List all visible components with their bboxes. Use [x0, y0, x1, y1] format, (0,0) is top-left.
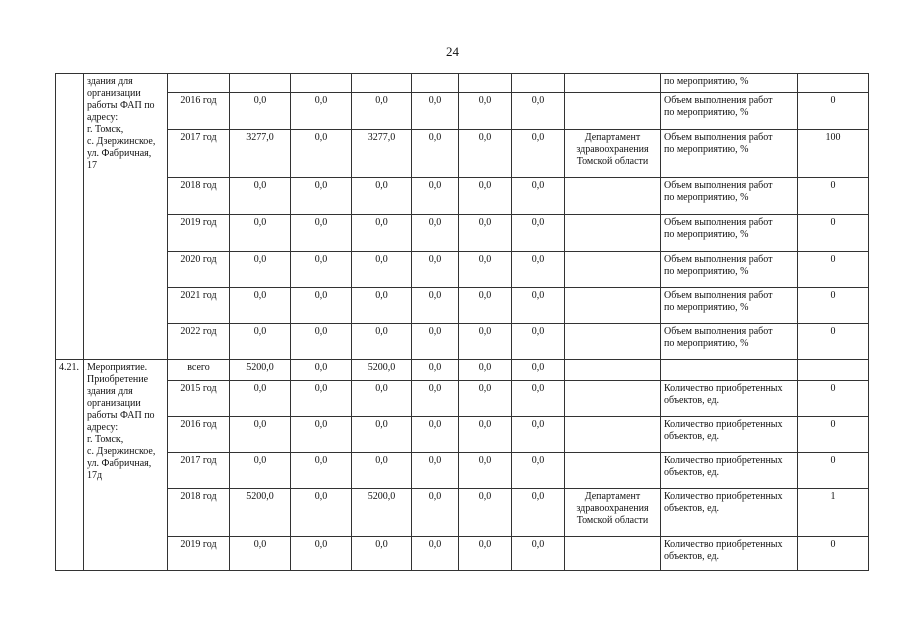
year-cell: 2018 год: [168, 178, 230, 215]
amount-cell: 0,0: [512, 453, 565, 489]
amount-cell: 0,0: [230, 288, 291, 324]
indicator-line: Объем выполнения работ: [664, 132, 773, 143]
indicator-cell: [661, 288, 798, 324]
activity-description: [84, 360, 168, 571]
amount-cell: 0,0: [412, 537, 459, 571]
responsible-cell: [565, 130, 661, 178]
amount-cell: 0,0: [512, 489, 565, 537]
indicator-cell: [661, 74, 798, 93]
table-row: [56, 252, 869, 288]
amount-cell: 0,0: [230, 381, 291, 417]
amount-cell: 0,0: [352, 381, 412, 417]
table-row: [56, 489, 869, 537]
amount-cell: 0,0: [412, 417, 459, 453]
indicator-cell: [661, 489, 798, 537]
year-cell: 2016 год: [168, 93, 230, 130]
amount-cell: 0,0: [230, 537, 291, 571]
amount-cell: 0,0: [291, 417, 352, 453]
table-row: [56, 93, 869, 130]
description-line: ул. Фабричная,: [87, 458, 152, 469]
indicator-line: по мероприятию, %: [664, 192, 749, 203]
target-value-cell: 0: [798, 417, 869, 453]
description-line: г. Томск,: [87, 434, 124, 445]
amount-cell: 0,0: [412, 93, 459, 130]
responsible-line: здравоохранения: [576, 144, 649, 155]
amount-cell: 0,0: [512, 417, 565, 453]
year-cell: 2021 год: [168, 288, 230, 324]
amount-cell: 0,0: [230, 178, 291, 215]
responsible-line: Томской области: [576, 156, 649, 167]
row-index-cell: 4.21.: [56, 360, 84, 571]
amount-cell: 0,0: [412, 252, 459, 288]
amount-cell: 0,0: [291, 178, 352, 215]
target-value-cell: 0: [798, 537, 869, 571]
amount-cell: [291, 74, 352, 93]
amount-cell: 0,0: [459, 417, 512, 453]
indicator-line: объектов, ед.: [664, 551, 720, 562]
description-line: работы ФАП по: [87, 100, 155, 111]
indicator-line: Количество приобретенных: [664, 455, 783, 466]
amount-cell: 0,0: [412, 130, 459, 178]
description-line: организации: [87, 88, 141, 99]
responsible-cell: [565, 381, 661, 417]
amount-cell: 0,0: [352, 288, 412, 324]
amount-cell: 0,0: [412, 489, 459, 537]
responsible-cell: [565, 288, 661, 324]
amount-cell: [459, 74, 512, 93]
year-cell: 2015 год: [168, 381, 230, 417]
indicator-line: Объем выполнения работ: [664, 290, 773, 301]
indicator-cell: [661, 130, 798, 178]
indicator-line: по мероприятию, %: [664, 144, 749, 155]
amount-cell: [512, 74, 565, 93]
activity-description: [84, 74, 168, 360]
amount-cell: 0,0: [352, 324, 412, 360]
responsible-cell: [565, 252, 661, 288]
description-line: ул. Фабричная,: [87, 148, 152, 159]
target-value-cell: 0: [798, 93, 869, 130]
year-cell: 2019 год: [168, 537, 230, 571]
indicator-line: по мероприятию, %: [664, 76, 749, 87]
responsible-line: Департамент: [584, 491, 641, 502]
amount-cell: 0,0: [512, 215, 565, 252]
indicator-line: по мероприятию, %: [664, 338, 749, 349]
amount-cell: 0,0: [459, 381, 512, 417]
amount-cell: 0,0: [230, 252, 291, 288]
amount-cell: [412, 74, 459, 93]
responsible-cell: [565, 537, 661, 571]
description-line: адресу:: [87, 422, 119, 433]
amount-cell: 0,0: [291, 130, 352, 178]
amount-cell: 3277,0: [352, 130, 412, 178]
responsible-cell: [565, 489, 661, 537]
amount-cell: 0,0: [412, 381, 459, 417]
target-value-cell: 0: [798, 178, 869, 215]
indicator-cell: [661, 453, 798, 489]
indicator-line: Объем выполнения работ: [664, 180, 773, 191]
description-line: здания для: [87, 76, 133, 87]
table-row: [56, 178, 869, 215]
amount-cell: 0,0: [512, 288, 565, 324]
year-cell: 2019 год: [168, 215, 230, 252]
amount-cell: [230, 74, 291, 93]
year-cell: 2017 год: [168, 130, 230, 178]
indicator-cell: [661, 252, 798, 288]
amount-cell: [352, 74, 412, 93]
responsible-cell: [565, 178, 661, 215]
amount-cell: 5200,0: [230, 360, 291, 381]
amount-cell: 0,0: [291, 381, 352, 417]
responsible-cell: [565, 74, 661, 93]
description-line: 17д: [87, 470, 103, 481]
program-table: [55, 73, 869, 571]
year-cell: 2022 год: [168, 324, 230, 360]
amount-cell: 0,0: [291, 537, 352, 571]
target-value-cell: 1: [798, 489, 869, 537]
year-cell: 2018 год: [168, 489, 230, 537]
responsible-cell: [565, 215, 661, 252]
target-value-cell: [798, 74, 869, 93]
amount-cell: 0,0: [459, 252, 512, 288]
description-line: с. Дзержинское,: [87, 136, 156, 147]
description-line: Мероприятие.: [87, 362, 148, 373]
indicator-line: объектов, ед.: [664, 395, 720, 406]
amount-cell: 0,0: [412, 215, 459, 252]
year-cell: всего: [168, 360, 230, 381]
amount-cell: 0,0: [459, 324, 512, 360]
responsible-cell: [565, 453, 661, 489]
amount-cell: 0,0: [352, 178, 412, 215]
year-cell: 2020 год: [168, 252, 230, 288]
target-value-cell: [798, 360, 869, 381]
indicator-line: Количество приобретенных: [664, 383, 783, 394]
amount-cell: 0,0: [352, 537, 412, 571]
indicator-cell: [661, 215, 798, 252]
amount-cell: 0,0: [459, 489, 512, 537]
amount-cell: 3277,0: [230, 130, 291, 178]
amount-cell: 0,0: [459, 178, 512, 215]
amount-cell: 5200,0: [230, 489, 291, 537]
indicator-line: Объем выполнения работ: [664, 217, 773, 228]
amount-cell: 0,0: [291, 453, 352, 489]
indicator-cell: [661, 417, 798, 453]
description-line: 17: [87, 160, 97, 171]
indicator-line: Объем выполнения работ: [664, 95, 773, 106]
amount-cell: 0,0: [230, 453, 291, 489]
indicator-line: Объем выполнения работ: [664, 326, 773, 337]
amount-cell: 0,0: [512, 178, 565, 215]
indicator-line: по мероприятию, %: [664, 107, 749, 118]
indicator-cell: [661, 93, 798, 130]
indicator-line: объектов, ед.: [664, 467, 720, 478]
amount-cell: 0,0: [352, 93, 412, 130]
indicator-cell: [661, 537, 798, 571]
amount-cell: 0,0: [352, 453, 412, 489]
amount-cell: 0,0: [459, 360, 512, 381]
amount-cell: 0,0: [512, 324, 565, 360]
responsible-cell: [565, 93, 661, 130]
amount-cell: 0,0: [291, 252, 352, 288]
amount-cell: 0,0: [230, 93, 291, 130]
indicator-cell: [661, 360, 798, 381]
indicator-line: Количество приобретенных: [664, 539, 783, 550]
indicator-cell: [661, 381, 798, 417]
description-line: адресу:: [87, 112, 119, 123]
target-value-cell: 0: [798, 288, 869, 324]
amount-cell: 0,0: [459, 537, 512, 571]
target-value-cell: 0: [798, 381, 869, 417]
amount-cell: 0,0: [352, 215, 412, 252]
indicator-cell: [661, 178, 798, 215]
amount-cell: 0,0: [459, 215, 512, 252]
amount-cell: 0,0: [459, 93, 512, 130]
page-number: 24: [446, 44, 459, 59]
table-row: [56, 360, 869, 381]
amount-cell: 0,0: [512, 130, 565, 178]
table-row: [56, 537, 869, 571]
amount-cell: 0,0: [291, 489, 352, 537]
amount-cell: 0,0: [459, 130, 512, 178]
responsible-cell: [565, 417, 661, 453]
year-cell: 2017 год: [168, 453, 230, 489]
row-index-cell: [56, 74, 84, 360]
table-row: [56, 215, 869, 252]
indicator-line: Количество приобретенных: [664, 491, 783, 502]
amount-cell: 0,0: [412, 288, 459, 324]
amount-cell: 0,0: [412, 360, 459, 381]
amount-cell: 5200,0: [352, 360, 412, 381]
amount-cell: 0,0: [412, 324, 459, 360]
target-value-cell: 0: [798, 252, 869, 288]
amount-cell: 0,0: [291, 288, 352, 324]
table-row: [56, 324, 869, 360]
amount-cell: 0,0: [230, 417, 291, 453]
indicator-line: по мероприятию, %: [664, 302, 749, 313]
amount-cell: 0,0: [512, 93, 565, 130]
indicator-cell: [661, 324, 798, 360]
target-value-cell: 0: [798, 453, 869, 489]
amount-cell: 0,0: [412, 178, 459, 215]
amount-cell: 0,0: [291, 93, 352, 130]
table-row: [56, 288, 869, 324]
responsible-line: Томской области: [576, 515, 649, 526]
responsible-cell: [565, 324, 661, 360]
indicator-line: Количество приобретенных: [664, 419, 783, 430]
description-line: организации: [87, 398, 141, 409]
amount-cell: 5200,0: [352, 489, 412, 537]
indicator-line: по мероприятию, %: [664, 266, 749, 277]
table-row: [56, 453, 869, 489]
responsible-line: Департамент: [584, 132, 641, 143]
responsible-cell: [565, 360, 661, 381]
indicator-line: Объем выполнения работ: [664, 254, 773, 265]
amount-cell: 0,0: [512, 360, 565, 381]
responsible-line: здравоохранения: [576, 503, 649, 514]
table-row: [56, 417, 869, 453]
target-value-cell: 100: [798, 130, 869, 178]
indicator-line: по мероприятию, %: [664, 229, 749, 240]
indicator-line: объектов, ед.: [664, 431, 720, 442]
amount-cell: 0,0: [230, 324, 291, 360]
table-row: [56, 130, 869, 178]
amount-cell: 0,0: [352, 252, 412, 288]
indicator-line: объектов, ед.: [664, 503, 720, 514]
amount-cell: 0,0: [291, 324, 352, 360]
target-value-cell: 0: [798, 324, 869, 360]
description-line: работы ФАП по: [87, 410, 155, 421]
table-row: [56, 74, 869, 93]
amount-cell: 0,0: [512, 537, 565, 571]
description-line: Приобретение: [87, 374, 149, 385]
amount-cell: 0,0: [291, 360, 352, 381]
amount-cell: 0,0: [459, 453, 512, 489]
year-cell: 2016 год: [168, 417, 230, 453]
amount-cell: 0,0: [230, 215, 291, 252]
description-line: с. Дзержинское,: [87, 446, 156, 457]
amount-cell: 0,0: [291, 215, 352, 252]
amount-cell: 0,0: [352, 417, 412, 453]
amount-cell: 0,0: [459, 288, 512, 324]
year-cell: [168, 74, 230, 93]
amount-cell: 0,0: [412, 453, 459, 489]
target-value-cell: 0: [798, 215, 869, 252]
amount-cell: 0,0: [512, 381, 565, 417]
description-line: здания для: [87, 386, 133, 397]
amount-cell: 0,0: [512, 252, 565, 288]
table-row: [56, 381, 869, 417]
description-line: г. Томск,: [87, 124, 124, 135]
